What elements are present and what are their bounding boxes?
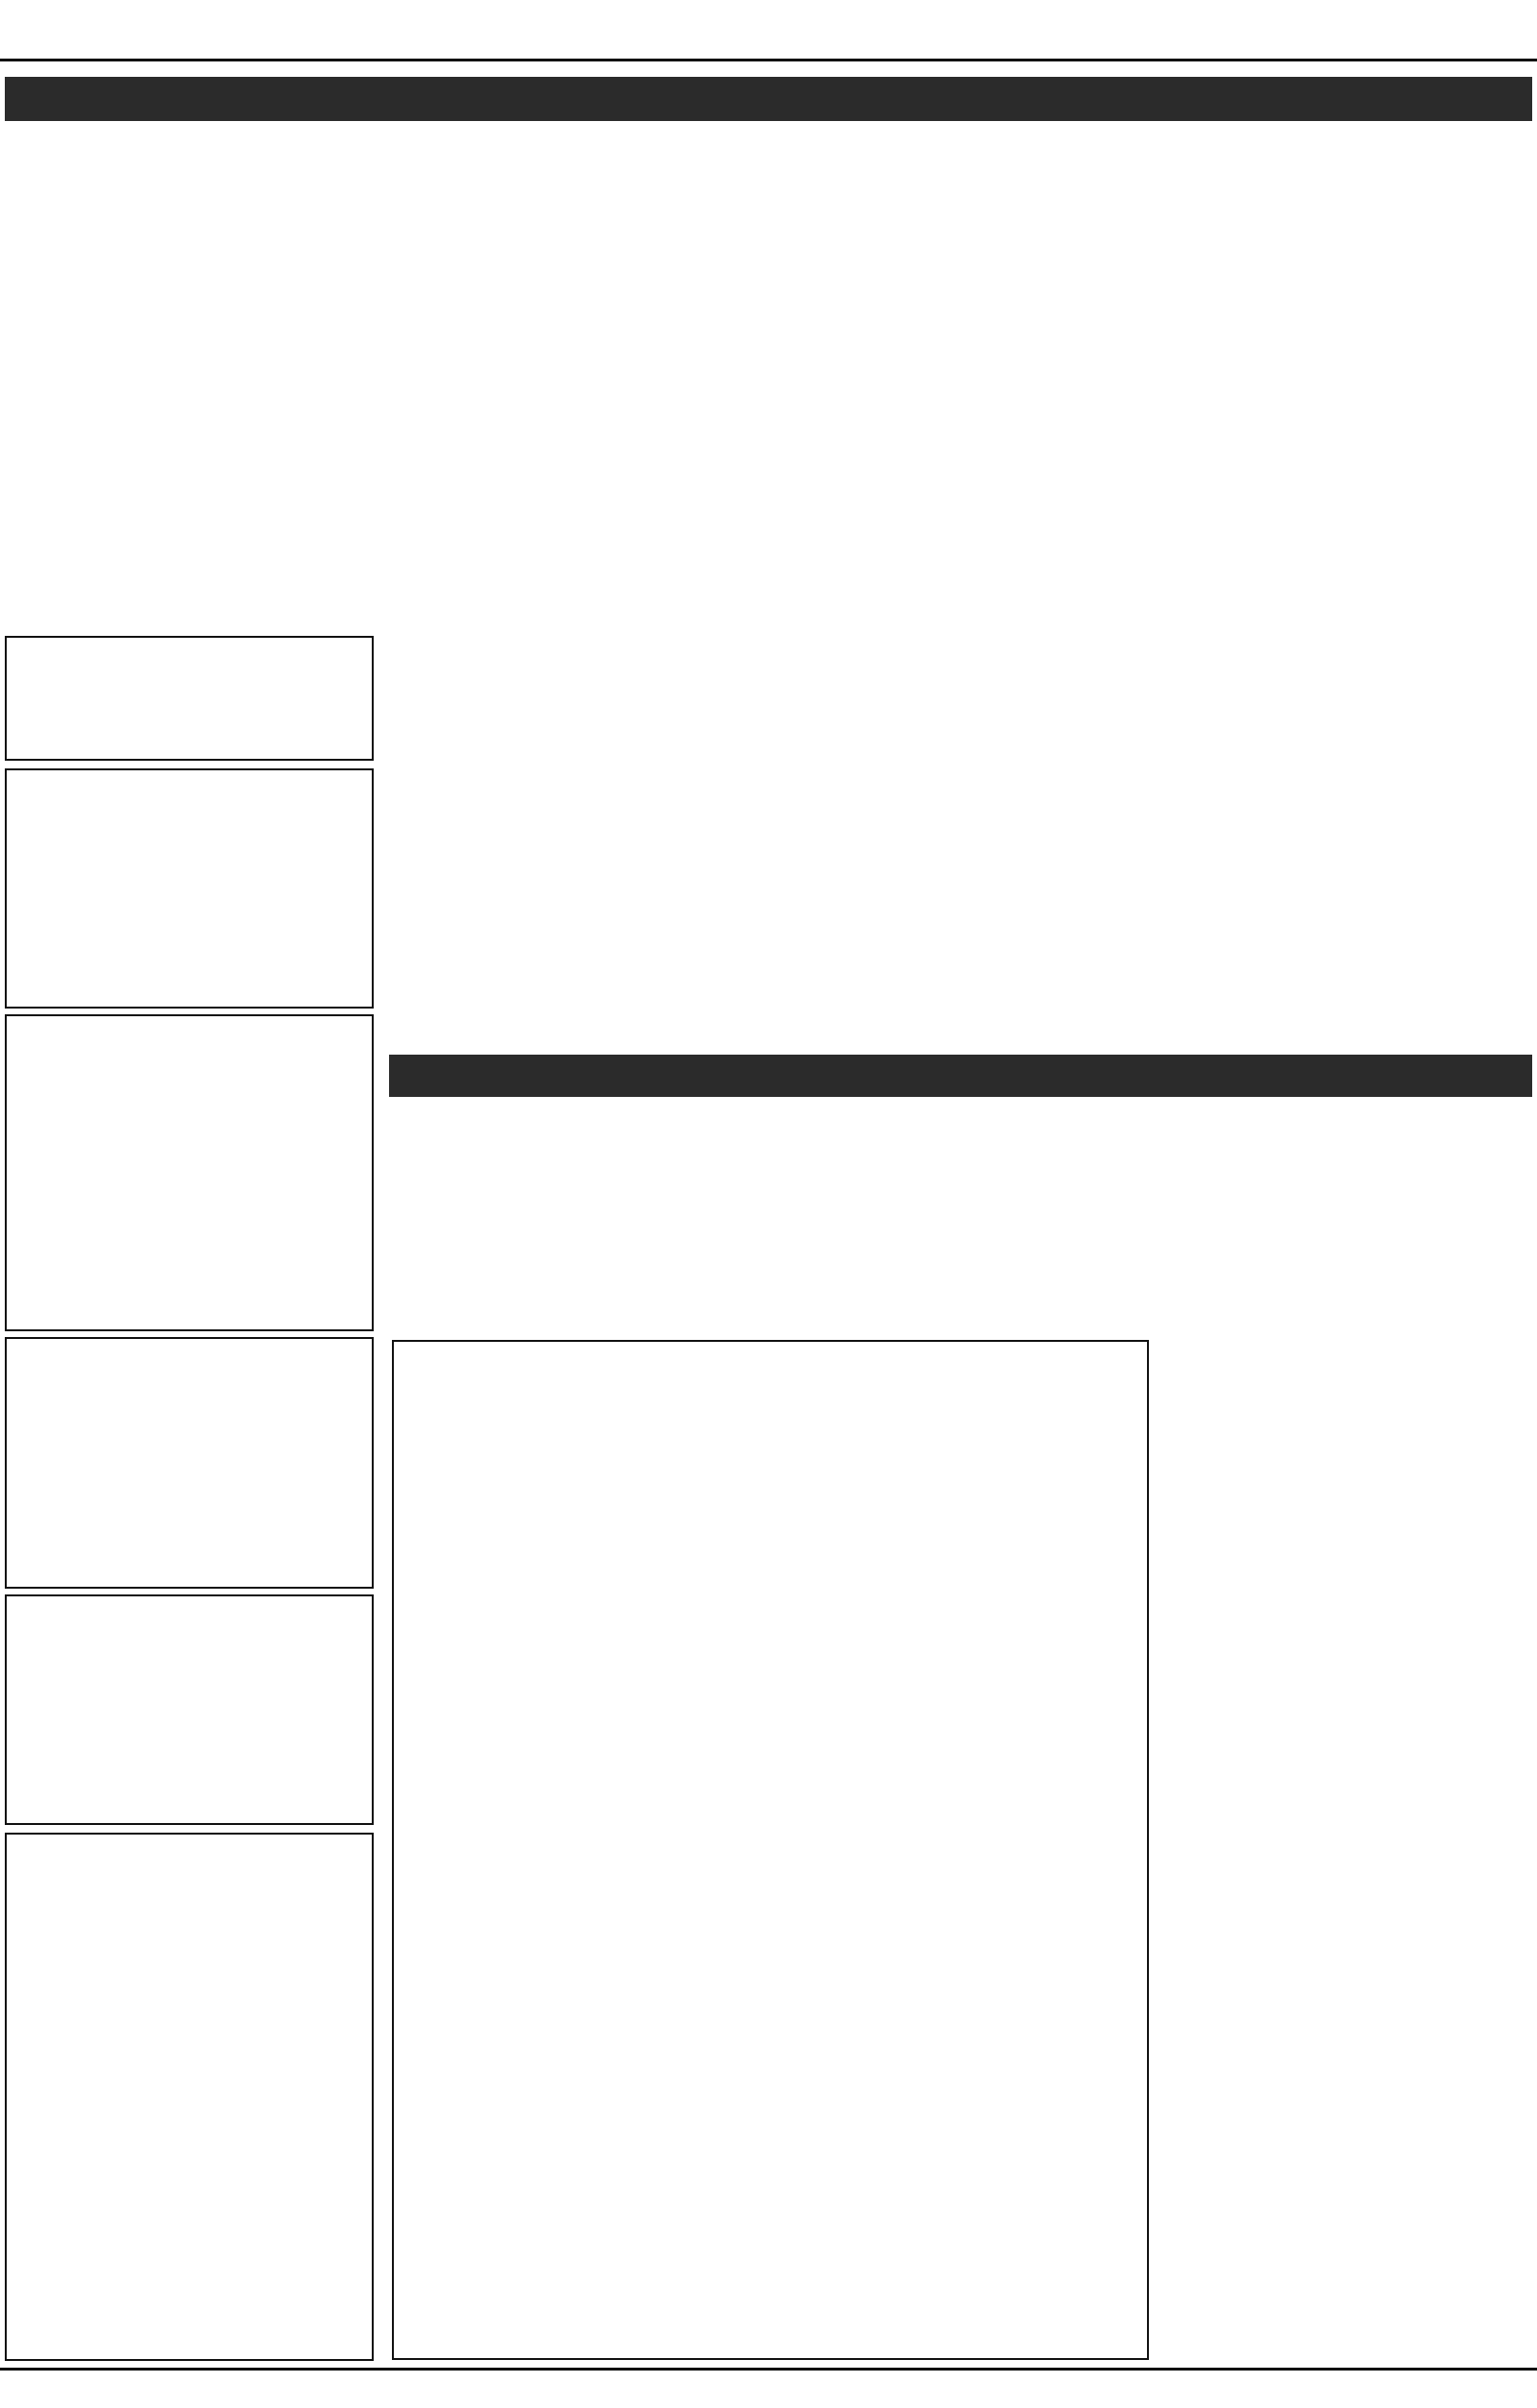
birth-certificate-notice	[5, 1594, 374, 1825]
licence-correction-notice	[5, 1014, 374, 1331]
continuation-banner-middle	[389, 1055, 1532, 1097]
continuation-banner-top	[5, 77, 1532, 121]
urdu-notice-1	[5, 636, 374, 761]
masthead	[0, 0, 1537, 61]
imprint-footer	[0, 2368, 1537, 2408]
urdu-ews-notice	[5, 1833, 374, 2361]
newspaper-logo	[706, 2, 860, 58]
tender-notice	[392, 1340, 1149, 2360]
urdu-notice-3	[5, 1337, 374, 1589]
urdu-notice-2	[5, 768, 374, 1009]
